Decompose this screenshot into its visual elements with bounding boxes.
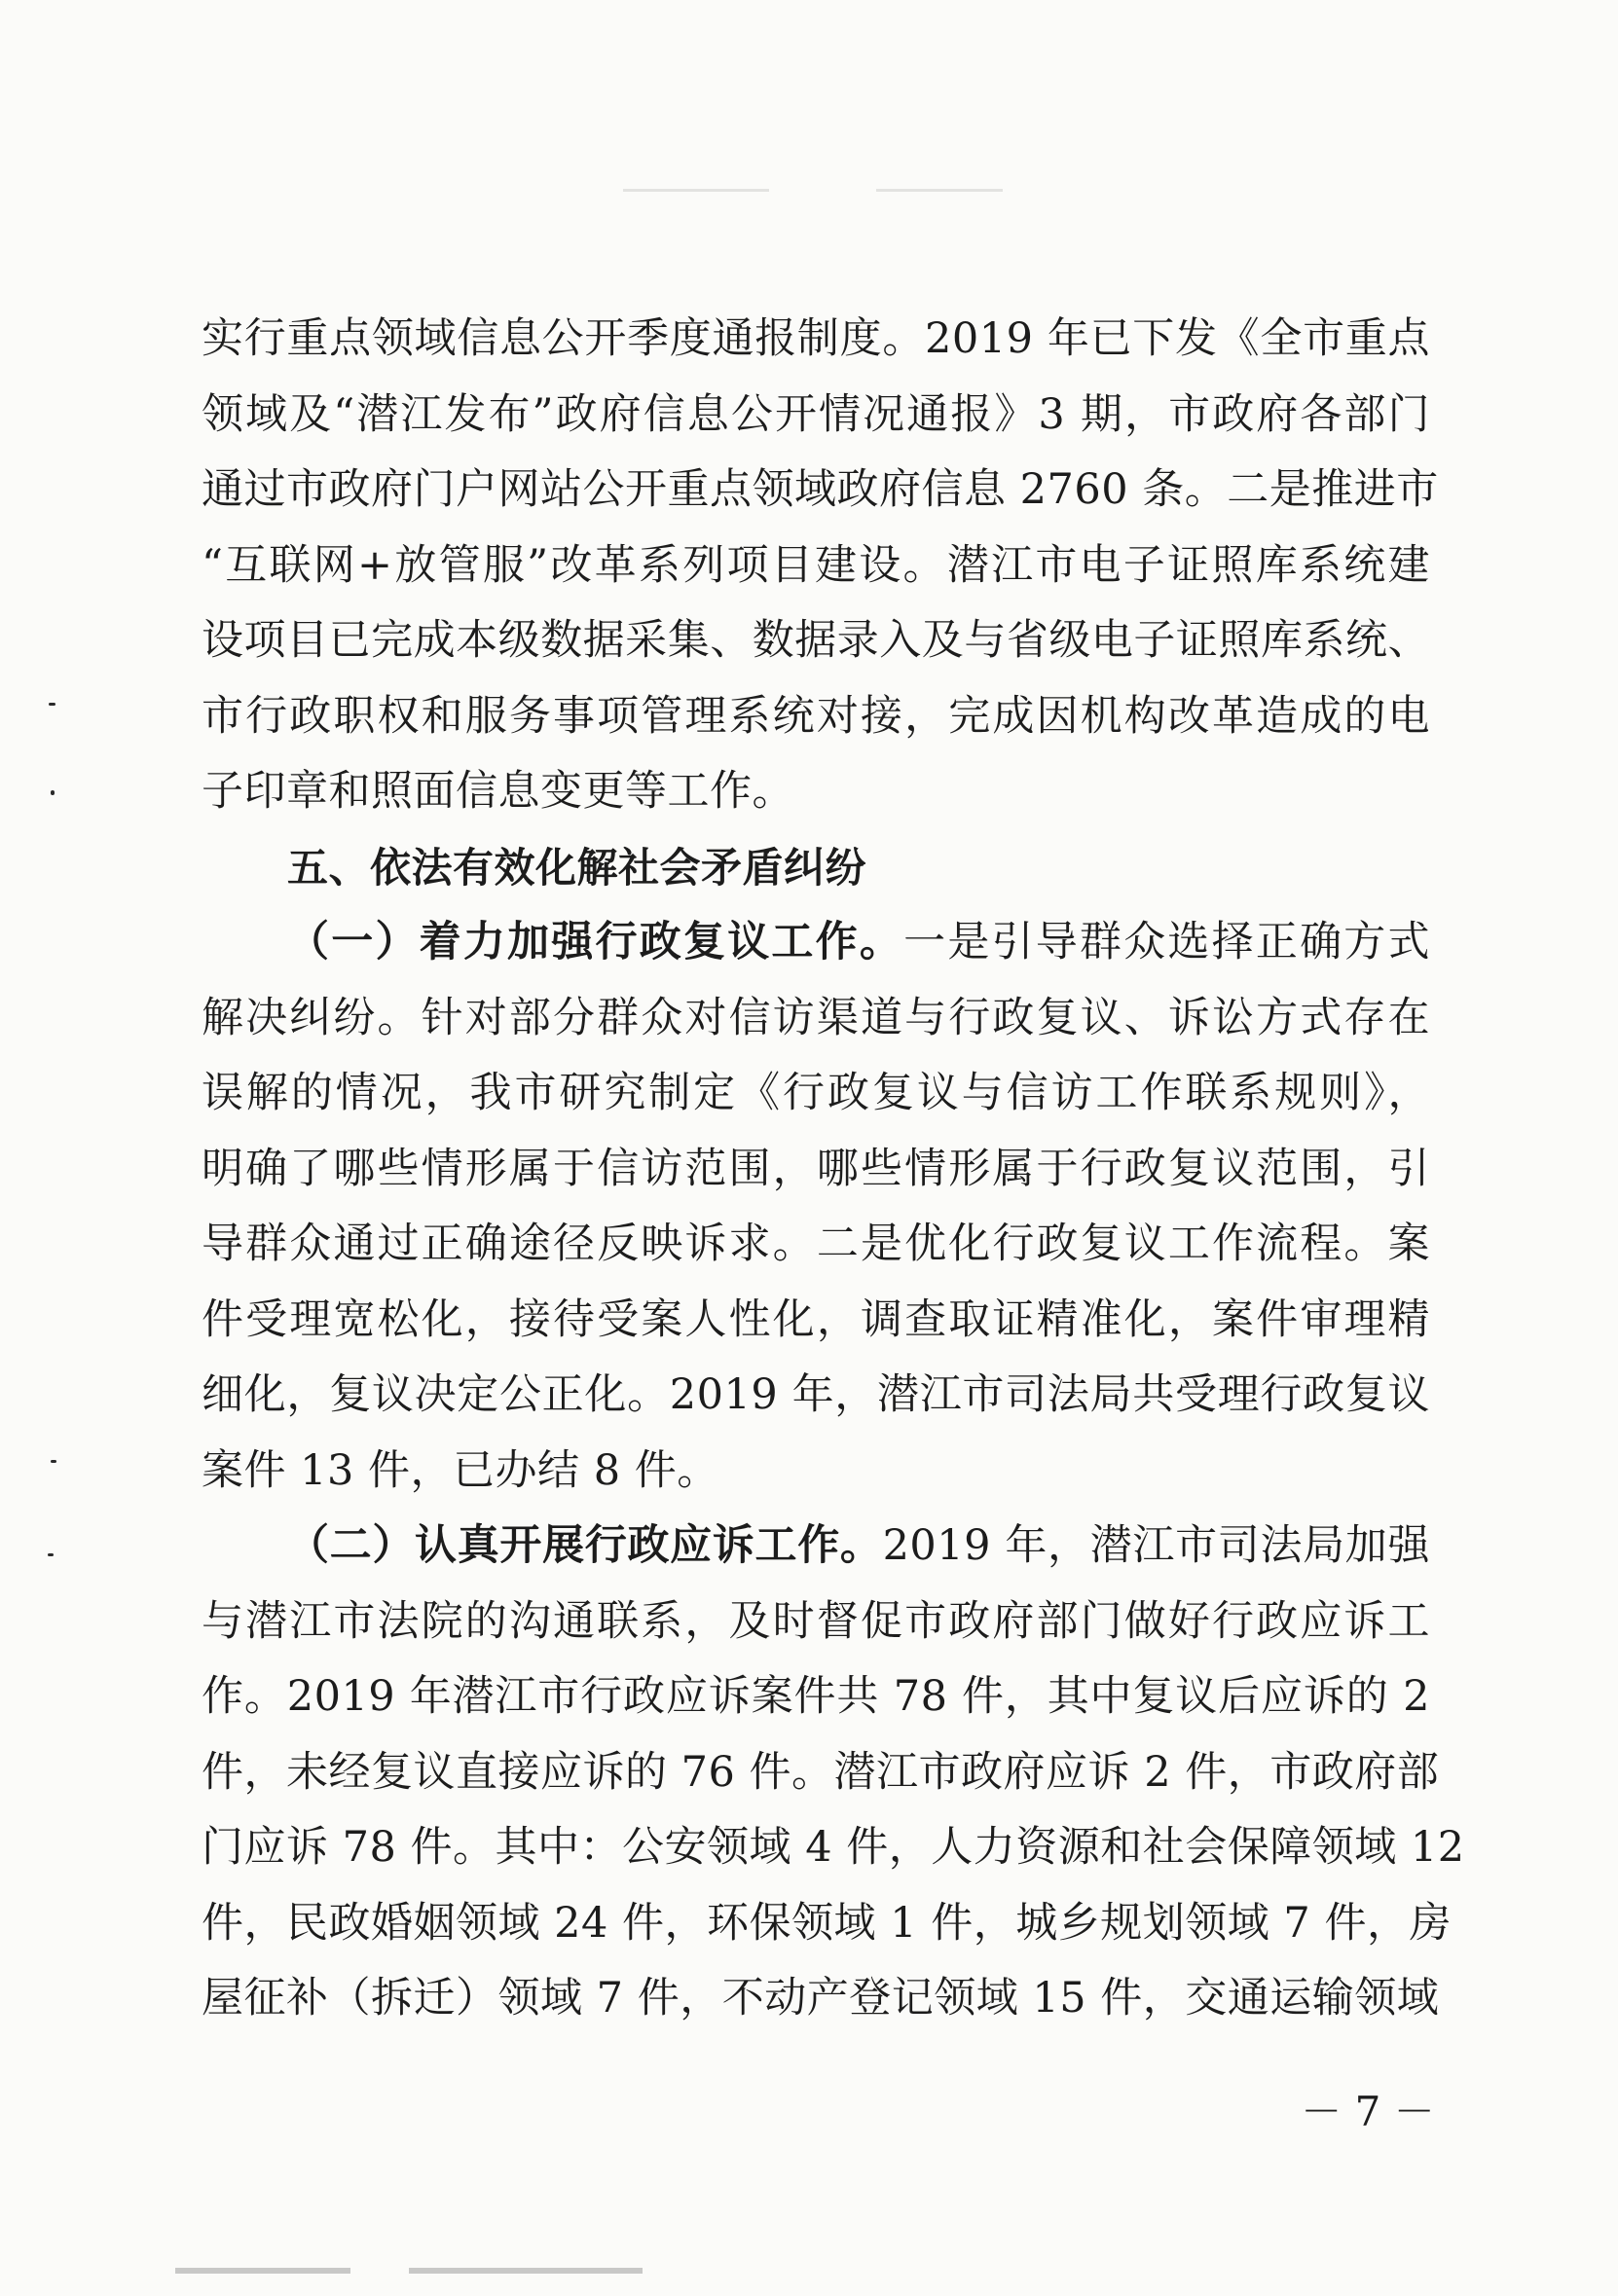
subsection-first-line [202, 905, 1430, 981]
text-line: 明确了哪些情形属于信访范围，哪些情形属于行政复议范围，引 [202, 1144, 1430, 1193]
text-line: 导群众通过正确途径反映诉求。二是优化行政复议工作流程。案 [202, 1220, 1430, 1268]
scan-edge-mark [409, 2268, 643, 2274]
text-line: 通过市政府门户网站公开重点领域政府信息 2760 条。二是推进市 [202, 465, 1439, 514]
text-line: 作。2019 年潜江市行政应诉案件共 78 件，其中复议后应诉的 2 [202, 1672, 1430, 1721]
scan-smudge [623, 189, 769, 192]
body-text [202, 302, 1465, 2037]
text-line: 与潜江市法院的沟通联系，及时督促市政府部门做好行政应诉工 [202, 1596, 1430, 1646]
text-line: 细化，复议决定公正化。2019 年，潜江市司法局共受理行政复议 [202, 1370, 1430, 1419]
text-line: 解决纠纷。针对部分群众对信访渠道与行政复议、诉讼方式存在 [202, 993, 1430, 1042]
subsection-title: （二）认真开展行政应诉工作。 [287, 1521, 883, 1570]
text-line: 件，民政婚姻领域 24 件，环保领域 1 件，城乡规划领域 7 件，房 [202, 1898, 1452, 1948]
binding-mark [49, 703, 55, 706]
subsection-title: （一）着力加强行政复议工作。 [287, 918, 904, 966]
text-line: 门应诉 78 件。其中：公安领域 4 件，人力资源和社会保障领域 12 [202, 1823, 1465, 1872]
text-segment: 2019 年，潜江市司法局加强 [882, 1521, 1430, 1570]
text-line: 领域及“潜江发布”政府信息公开情况通报》3 期，市政府各部门 [202, 389, 1430, 439]
text-line: 设项目已完成本级数据采集、数据录入及与省级电子证照库系统、 [202, 616, 1430, 665]
subsection-first-line [202, 1509, 1430, 1585]
text-line: 市行政职权和服务事项管理系统对接，完成因机构改革造成的电 [202, 691, 1430, 741]
page-number: － 7 － [1301, 2088, 1435, 2135]
binding-mark [48, 1553, 54, 1556]
text-line: 实行重点领域信息公开季度通报制度。2019 年已下发《全市重点 [202, 314, 1430, 363]
binding-mark [51, 1460, 56, 1463]
text-segment: 一是引导群众选择正确方式 [903, 918, 1431, 966]
scan-smudge [876, 189, 1003, 192]
text-line: 屋征补（拆迁）领域 7 件，不动产登记领域 15 件，交通运输领域 [202, 1974, 1440, 2023]
text-line: “互联网+放管服”改革系列项目建设。潜江市电子证照库系统建 [202, 540, 1430, 590]
text-line: 子印章和照面信息变更等工作。 [202, 767, 794, 816]
binding-mark [51, 790, 55, 795]
text-line: 案件 13 件，已办结 8 件。 [202, 1445, 719, 1495]
scan-edge-mark [175, 2268, 350, 2274]
text-line: 件受理宽松化，接待受案人性化，调查取证精准化，案件审理精 [202, 1294, 1430, 1344]
text-line: 件，未经复议直接应诉的 76 件。潜江市政府应诉 2 件，市政府部 [202, 1747, 1440, 1797]
text-line: 误解的情况，我市研究制定《行政复议与信访工作联系规则》， [202, 1069, 1430, 1117]
section-heading: 五、依法有效化解社会矛盾纠纷 [287, 843, 867, 892]
